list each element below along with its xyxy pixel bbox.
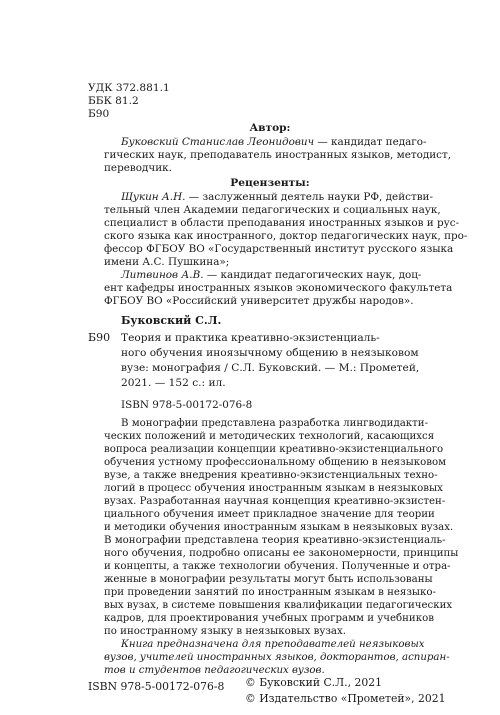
abstract-line: при проведении занятий по иностранным языкам в неязыко-: [104, 587, 436, 598]
copyright-publisher: © Издательство «Прометей», 2021: [245, 692, 446, 705]
catalog-line: вузе: монография / С.Л. Буковский. — М.: Прометей,: [121, 362, 420, 374]
author-line: Буковский Станислав Леонидович — кандидат педаго-: [121, 136, 427, 148]
catalog-line: Теория и практика креативно-экзистенциаль-: [121, 332, 380, 344]
abstract-line: и концепты, а также технологии обучения. Полученные и отра-: [104, 561, 451, 572]
isbn-footer: ISBN 978-5-00172-076-8: [88, 680, 225, 693]
abstract-line: вузах. Разработанная научная концепция креативно-экзистен-: [104, 496, 446, 507]
abstract-line: по иностранному языку в неязыковых вузах.: [104, 626, 346, 637]
copyright-author: © Буковский С.Л., 2021: [245, 676, 382, 689]
abstract-line: В монографии представлена разработка лингводидакти-: [121, 418, 429, 429]
reviewer-line: тельный член Академии педагогических и социальных наук,: [104, 204, 441, 216]
abstract-line: кадров, для проектирования учебных программ и учебников: [104, 613, 434, 624]
abstract-line: циального обучения имеет прикладное значение для теории: [104, 509, 435, 520]
abstract-line: и методики обучения иностранным языкам в неязыковых вузах.: [104, 522, 454, 533]
catalog-line: 2021. — 152 с.: ил.: [121, 377, 226, 389]
abstract-line: В монографии представлена теория креативно-экзистенциаль-: [104, 535, 446, 546]
author-index: Б90: [88, 108, 110, 120]
reviewer-line: фессор ФГБОУ ВО «Государственный институт русского языка: [104, 243, 454, 255]
abstract-line: логий в процесс обучения иностранным языкам в неязыковых: [104, 483, 443, 494]
reviewer-line: Литвинов А.В. — кандидат педагогических наук, доц-: [121, 269, 422, 281]
reviewer-line: Щукин А.Н. — заслуженный деятель науки РФ, действи-: [121, 191, 433, 203]
abstract-line: женные в монографии результаты могут быть использованы: [104, 574, 433, 585]
reviewer-line: имени А.С. Пушкина»;: [104, 256, 230, 268]
abstract-line: вопроса реализации концепции креативно-экзистенциального: [104, 444, 444, 455]
bbk-code: ББК 81.2: [88, 95, 139, 107]
catalog-index: Б90: [88, 331, 111, 344]
author-line: гических наук, преподаватель иностранных языков, методист,: [104, 149, 452, 161]
catalog-line: ного обучения иноязычному общению в неязыковом: [121, 347, 419, 359]
reviewer-line: ского языка как иностранного, доктор педагогических наук, про-: [104, 230, 468, 242]
reviewer-line: специалист в области преподавания иностранных языков и рус-: [104, 217, 460, 229]
reviewer-line: ент кафедры иностранных языков экономического факультета: [104, 282, 453, 294]
reviewer-line: ФГБОУ ВО «Российский университет дружбы народов».: [104, 295, 414, 307]
author-heading: Автор:: [249, 122, 291, 134]
abstract-line: ческих положений и методических технологий, касающихся: [104, 431, 435, 442]
isbn-inline: ISBN 978-5-00172-076-8: [121, 399, 253, 411]
audience-line: Книга предназначена для преподавателей неязыковых: [121, 639, 425, 650]
catalog-author: Буковский С.Л.: [121, 314, 222, 327]
abstract-line: вых вузах, в системе повышения квалификации педагогических: [104, 600, 453, 611]
udk-code: УДК 372.881.1: [88, 82, 170, 94]
abstract-line: ного обучения, подробно описаны ее закономерности, принципы: [104, 548, 459, 559]
reviewers-heading: Рецензенты:: [230, 177, 310, 189]
abstract-line: обучения устному профессиональному общению в неязыковом: [104, 457, 447, 468]
abstract-line: вузе, а также внедрения креативно-экзистенциальных техно-: [104, 470, 438, 481]
audience-line: тов и студентов педагогических вузов.: [104, 665, 325, 676]
audience-line: вузов, учителей иностранных языков, докторантов, аспиран-: [104, 652, 450, 663]
author-line: переводчик.: [104, 162, 172, 174]
